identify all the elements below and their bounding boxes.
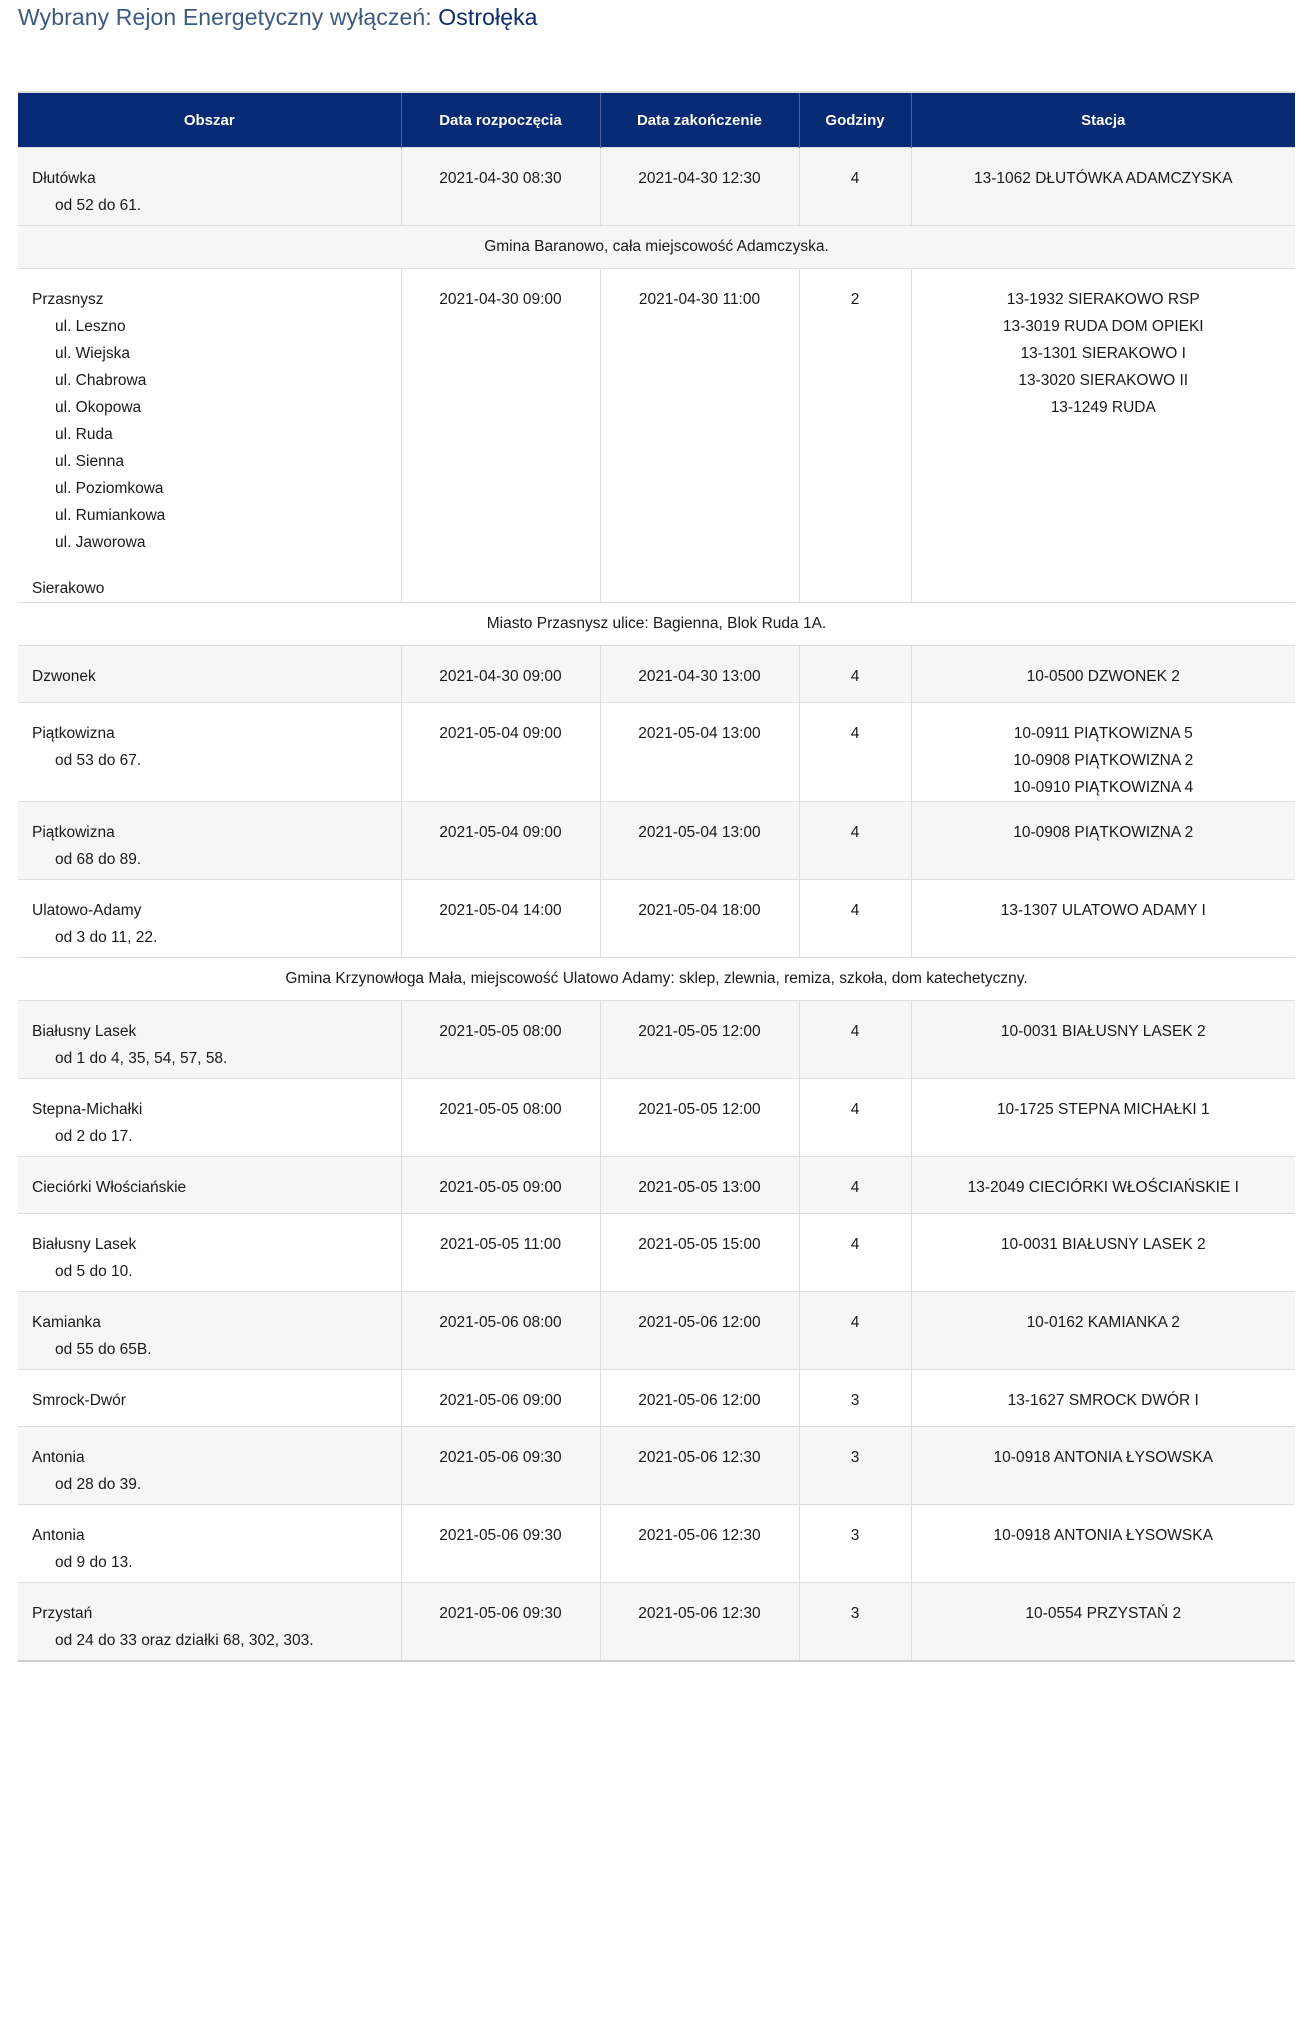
hours-cell: 3 [799, 1583, 911, 1661]
end-cell: 2021-04-30 12:30 [600, 148, 799, 226]
area-name: Dzwonek [32, 668, 96, 685]
area-detail: ul. Jaworowa [55, 534, 146, 551]
start-cell: 2021-05-06 09:30 [401, 1505, 600, 1583]
header-row [18, 92, 1295, 148]
area-cell [18, 1427, 401, 1505]
end-cell: 2021-05-04 13:00 [600, 703, 799, 802]
station-cell [911, 1583, 1295, 1661]
start-cell: 2021-05-05 11:00 [401, 1214, 600, 1292]
table-row [18, 1583, 1295, 1661]
hours-cell: 3 [799, 1370, 911, 1427]
end-cell: 2021-05-04 18:00 [600, 880, 799, 958]
station-cell [911, 1001, 1295, 1079]
hours-cell: 4 [799, 802, 911, 880]
hours-cell: 4 [799, 1001, 911, 1079]
station-cell [911, 802, 1295, 880]
start-cell: 2021-05-05 08:00 [401, 1001, 600, 1079]
area-name: Antonia [32, 1527, 85, 1544]
table-row [18, 703, 1295, 802]
table-row [18, 1427, 1295, 1505]
hours-cell: 3 [799, 1505, 911, 1583]
table-row [18, 1370, 1295, 1427]
station-name: 13-3020 SIERAKOWO II [1018, 372, 1189, 389]
area-cell [18, 1214, 401, 1292]
end-cell: 2021-05-06 12:30 [600, 1583, 799, 1661]
start-cell: 2021-05-06 09:00 [401, 1370, 600, 1427]
column-header-hours: Godziny [799, 92, 911, 148]
end-cell: 2021-04-30 11:00 [600, 269, 799, 603]
start-cell: 2021-05-04 14:00 [401, 880, 600, 958]
area-detail: ul. Okopowa [55, 399, 142, 416]
table-row [18, 646, 1295, 703]
hours-cell: 4 [799, 1292, 911, 1370]
area-detail: ul. Leszno [55, 318, 126, 335]
area-cell [18, 148, 401, 226]
area-detail: od 2 do 17. [55, 1128, 133, 1145]
station-cell [911, 1292, 1295, 1370]
area-name: Przasnysz [32, 291, 104, 308]
station-name: 13-1062 DŁUTÓWKA ADAMCZYSKA [974, 170, 1233, 187]
hours-cell: 4 [799, 646, 911, 703]
area-cell [18, 880, 401, 958]
area-detail: od 28 do 39. [55, 1476, 142, 1493]
station-cell [911, 646, 1295, 703]
note-row [18, 603, 1295, 646]
station-name: 10-0911 PIĄTKOWIZNA 5 [1013, 725, 1193, 742]
station-name: 10-0918 ANTONIA ŁYSOWSKA [993, 1527, 1213, 1544]
table-row [18, 802, 1295, 880]
end-cell: 2021-05-05 12:00 [600, 1001, 799, 1079]
station-name: 13-1249 RUDA [1050, 399, 1156, 416]
area-detail: od 55 do 65B. [55, 1341, 152, 1358]
station-name: 13-1627 SMROCK DWÓR I [1007, 1392, 1199, 1409]
start-cell: 2021-05-06 08:00 [401, 1292, 600, 1370]
station-cell [911, 703, 1295, 802]
hours-cell: 2 [799, 269, 911, 603]
station-cell [911, 1079, 1295, 1157]
area-detail: od 1 do 4, 35, 54, 57, 58. [55, 1050, 228, 1067]
area-detail: od 52 do 61. [55, 197, 142, 214]
area-cell [18, 1001, 401, 1079]
area-detail: od 68 do 89. [55, 851, 142, 868]
station-cell [911, 1214, 1295, 1292]
area-cell [18, 1370, 401, 1427]
station-cell [911, 1505, 1295, 1583]
area-detail: ul. Ruda [55, 426, 113, 443]
table-row [18, 1079, 1295, 1157]
note-row [18, 226, 1295, 269]
spacer [32, 556, 393, 575]
start-cell: 2021-05-04 09:00 [401, 802, 600, 880]
station-name: 10-0908 PIĄTKOWIZNA 2 [1013, 752, 1194, 769]
selected-region: Ostrołęka [438, 4, 538, 30]
table-row [18, 269, 1295, 603]
table-row [18, 1214, 1295, 1292]
table-row [18, 1292, 1295, 1370]
station-cell [911, 1157, 1295, 1214]
station-name: 10-0554 PRZYSTAŃ 2 [1025, 1605, 1182, 1622]
column-header-start: Data rozpoczęcia [401, 92, 600, 148]
end-cell: 2021-05-05 12:00 [600, 1079, 799, 1157]
start-cell: 2021-05-05 08:00 [401, 1079, 600, 1157]
area-cell [18, 1583, 401, 1661]
station-name: 13-3019 RUDA DOM OPIEKI [1002, 318, 1204, 335]
end-cell: 2021-05-06 12:00 [600, 1370, 799, 1427]
note-text: Gmina Krzynowłoga Mała, miejscowość Ulatowo Adamy: sklep, zlewnia, remiza, szkoła, dom katechetyczny. [18, 958, 1295, 1001]
note-text: Miasto Przasnysz ulice: Bagienna, Blok Ruda 1A. [18, 603, 1295, 646]
area-cell [18, 1505, 401, 1583]
station-name: 10-1725 STEPNA MICHAŁKI 1 [996, 1101, 1210, 1118]
area-cell [18, 1157, 401, 1214]
area-name: Cieciórki Włościańskie [32, 1179, 187, 1196]
note-text: Gmina Baranowo, cała miejscowość Adamczyska. [18, 226, 1295, 269]
area-detail: od 9 do 13. [55, 1554, 133, 1571]
area-detail: od 24 do 33 oraz działki 68, 302, 303. [55, 1632, 314, 1649]
outages-table [18, 91, 1295, 1662]
area-name: Kamianka [32, 1314, 101, 1331]
station-name: 10-0031 BIAŁUSNY LASEK 2 [1000, 1236, 1206, 1253]
station-name: 10-0918 ANTONIA ŁYSOWSKA [993, 1449, 1213, 1466]
area-detail: ul. Sienna [55, 453, 124, 470]
station-name: 10-0031 BIAŁUSNY LASEK 2 [1000, 1023, 1206, 1040]
station-name: 10-0910 PIĄTKOWIZNA 4 [1013, 779, 1194, 796]
table-row [18, 1505, 1295, 1583]
table-row [18, 148, 1295, 226]
table-body [18, 148, 1295, 1661]
end-cell: 2021-05-05 13:00 [600, 1157, 799, 1214]
station-cell [911, 148, 1295, 226]
area-name: Przystań [32, 1605, 93, 1622]
start-cell: 2021-05-06 09:30 [401, 1583, 600, 1661]
column-header-station: Stacja [911, 92, 1295, 148]
area-cell [18, 1079, 401, 1157]
area-name: Antonia [32, 1449, 85, 1466]
area-cell [18, 802, 401, 880]
hours-cell: 4 [799, 148, 911, 226]
hours-cell: 4 [799, 703, 911, 802]
area-detail: od 3 do 11, 22. [55, 929, 158, 946]
station-cell [911, 269, 1295, 603]
end-cell: 2021-05-06 12:00 [600, 1292, 799, 1370]
area-detail: ul. Chabrowa [55, 372, 147, 389]
table-header [18, 92, 1295, 148]
start-cell: 2021-05-05 09:00 [401, 1157, 600, 1214]
hours-cell: 4 [799, 1157, 911, 1214]
area-detail: ul. Wiejska [55, 345, 130, 362]
start-cell: 2021-04-30 08:30 [401, 148, 600, 226]
area-cell [18, 1292, 401, 1370]
page-title [18, 4, 538, 31]
hours-cell: 3 [799, 1427, 911, 1505]
table-row [18, 1157, 1295, 1214]
station-name: 13-1932 SIERAKOWO RSP [1006, 291, 1200, 308]
station-name: 13-1301 SIERAKOWO I [1020, 345, 1186, 362]
area-name: Dłutówka [32, 170, 96, 187]
station-name: 10-0908 PIĄTKOWIZNA 2 [1013, 824, 1194, 841]
station-name: 13-1307 ULATOWO ADAMY I [1000, 902, 1206, 919]
note-row [18, 958, 1295, 1001]
area-cell [18, 646, 401, 703]
column-header-area: Obszar [18, 92, 401, 148]
area-detail: ul. Poziomkowa [55, 480, 164, 497]
end-cell: 2021-05-05 15:00 [600, 1214, 799, 1292]
end-cell: 2021-04-30 13:00 [600, 646, 799, 703]
area-detail: ul. Rumiankowa [55, 507, 166, 524]
area-detail: od 53 do 67. [55, 752, 142, 769]
start-cell: 2021-05-06 09:30 [401, 1427, 600, 1505]
table-row [18, 1001, 1295, 1079]
area-name: Ulatowo-Adamy [32, 902, 142, 919]
station-name: 10-0162 KAMIANKA 2 [1026, 1314, 1180, 1331]
table-row [18, 880, 1295, 958]
area-name: Białusny Lasek [32, 1023, 137, 1040]
station-cell [911, 1427, 1295, 1505]
area-name: Białusny Lasek [32, 1236, 137, 1253]
area-name: Piątkowizna [32, 725, 115, 742]
start-cell: 2021-04-30 09:00 [401, 646, 600, 703]
area-name: Piątkowizna [32, 824, 115, 841]
station-name: 13-2049 CIECIÓRKI WŁOŚCIAŃSKIE I [967, 1179, 1239, 1196]
station-cell [911, 1370, 1295, 1427]
end-cell: 2021-05-04 13:00 [600, 802, 799, 880]
start-cell: 2021-04-30 09:00 [401, 269, 600, 603]
hours-cell: 4 [799, 880, 911, 958]
area-cell [18, 703, 401, 802]
station-cell [911, 880, 1295, 958]
area-name: Stepna-Michałki [32, 1101, 143, 1118]
end-cell: 2021-05-06 12:30 [600, 1427, 799, 1505]
start-cell: 2021-05-04 09:00 [401, 703, 600, 802]
hours-cell: 4 [799, 1079, 911, 1157]
area-detail: od 5 do 10. [55, 1263, 133, 1280]
area-extra: Sierakowo [32, 580, 105, 597]
area-cell [18, 269, 401, 603]
hours-cell: 4 [799, 1214, 911, 1292]
page-title-prefix: Wybrany Rejon Energetyczny wyłączeń: [18, 4, 432, 30]
station-name: 10-0500 DZWONEK 2 [1026, 668, 1180, 685]
end-cell: 2021-05-06 12:30 [600, 1505, 799, 1583]
column-header-end: Data zakończenie [600, 92, 799, 148]
area-name: Smrock-Dwór [32, 1392, 126, 1409]
